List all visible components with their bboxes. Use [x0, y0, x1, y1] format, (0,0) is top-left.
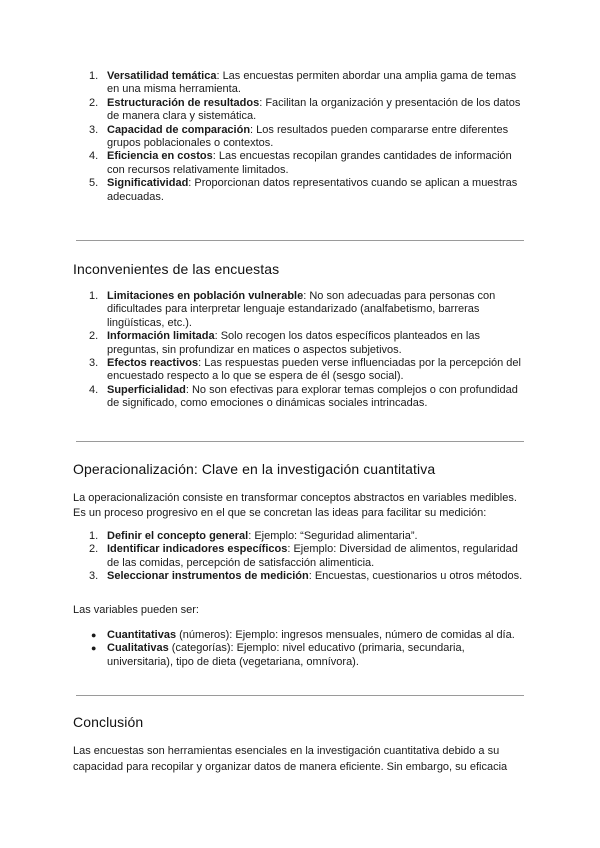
- list-item: [73, 570, 528, 583]
- list-item-term: Estructuración de resultados: [107, 96, 260, 109]
- list-number: 1.: [89, 530, 99, 542]
- list-item-term: Cualitativas: [107, 642, 169, 655]
- heading-operacionalizacion: Operacionalización: Clave en la investigación cuantitativa: [73, 461, 436, 477]
- list-number: 1.: [89, 290, 99, 302]
- list-item: [73, 330, 528, 357]
- list-item-term: Significatividad: [107, 177, 189, 190]
- paragraph-conclusion: Las encuestas son herramientas esenciales en la investigación cuantitativa debido a su capacidad para recopilar y organizar datos de manera eficiente. Sin embargo, su eficacia: [73, 745, 508, 773]
- list-item-term: Identificar indicadores específicos: [107, 543, 288, 556]
- list-item-term: Cuantitativas: [107, 629, 177, 641]
- list-item-term: Efectos reactivos: [107, 357, 199, 370]
- list-item-text: : Proporcionan datos representativos cuando se aplican a muestras adecuadas.: [107, 177, 518, 203]
- list-number: 3.: [89, 357, 99, 370]
- list-item: [73, 357, 528, 384]
- divider: [76, 240, 524, 241]
- list-number: 3.: [89, 123, 99, 136]
- list-item: [73, 384, 528, 411]
- list-number: 2.: [89, 330, 99, 343]
- list-item-text: : Facilitan la organización y presentación de los datos de manera clara y sistemática.: [107, 96, 521, 123]
- list-item-text: (números): Ejemplo: ingresos mensuales, número de comidas al día.: [176, 629, 515, 641]
- list-number: 3.: [89, 570, 99, 583]
- list-item: [73, 97, 528, 124]
- list-item-text: : Ejemplo: Diversidad de alimentos, regularidad de las comidas, percepción de satisfacción alimenticia.: [107, 543, 518, 569]
- list-number: 1.: [89, 70, 99, 82]
- list-item-text: : Las encuestas recopilan grandes cantidades de información con recursos relativamente limitados.: [107, 150, 512, 176]
- list-number: 4.: [89, 383, 99, 396]
- list-item-text: : Solo recogen los datos específicos planteados en las preguntas, sin profundizar en matices o aspectos subjetivos.: [107, 330, 480, 356]
- disadvantages-list: [73, 290, 528, 411]
- divider: [76, 441, 524, 442]
- list-item: [73, 629, 528, 642]
- list-item-term: Versatilidad temática: [107, 70, 217, 82]
- heading-inconvenientes: Inconvenientes de las encuestas: [73, 261, 280, 277]
- list-item: [73, 70, 528, 97]
- list-item: [73, 177, 528, 204]
- divider: [76, 695, 524, 696]
- list-item-text: : Las encuestas permiten abordar una amplia gama de temas en una misma herramienta.: [107, 70, 517, 96]
- list-number: 2.: [89, 543, 99, 556]
- list-item-text: : No son adecuadas para personas con dificultades para interpretar lenguaje estandarizado (analfabetismo, barreras lingüísticas, etc.).: [107, 290, 496, 329]
- list-item-term: Eficiencia en costos: [107, 150, 213, 163]
- bullet-marker: ●: [91, 630, 97, 640]
- heading-conclusion: Conclusión: [73, 714, 144, 730]
- list-item-term: Información limitada: [107, 330, 215, 343]
- list-item-text: : No son efectivas para explorar temas complejos o con profundidad de significado, como emociones o dinámicas sociales intrincadas.: [107, 383, 518, 410]
- list-item: [73, 543, 528, 570]
- list-number: 2.: [89, 96, 99, 109]
- variable-types-list: [73, 629, 528, 669]
- list-item-text: (categorías): Ejemplo: nivel educativo (primaria, secundaria, universitaria), tipo de dieta (vegetariana, omnívora).: [107, 642, 465, 668]
- paragraph-variables: Las variables pueden ser:: [73, 604, 199, 616]
- list-item: [73, 642, 528, 669]
- list-item-term: Definir el concepto general: [107, 530, 249, 542]
- paragraph-operacionalizacion: La operacionalización consiste en transformar conceptos abstractos en variables medibles. Es un proceso progresivo en el que se concretan las ideas para facilitar su medición:: [73, 492, 517, 519]
- operationalization-steps-list: [73, 530, 528, 584]
- list-item-text: : Las respuestas pueden verse influenciadas por la percepción del encuestado respecto a lo que se espera de él (sesgo social).: [107, 357, 521, 383]
- bullet-marker: ●: [91, 643, 97, 654]
- list-item: [73, 530, 528, 543]
- list-item: [73, 124, 528, 151]
- list-item-text: : Los resultados pueden compararse entre diferentes grupos poblacionales o contextos.: [107, 123, 509, 150]
- list-item-term: Seleccionar instrumentos de medición: [107, 570, 309, 583]
- list-item-term: Capacidad de comparación: [107, 123, 251, 136]
- list-item-text: : Encuestas, cuestionarios u otros métodos.: [308, 570, 523, 583]
- list-number: 5.: [89, 177, 99, 190]
- list-item-text: : Ejemplo: “Seguridad alimentaria”.: [248, 530, 418, 542]
- list-item: [73, 150, 528, 177]
- advantages-list: [73, 70, 528, 204]
- list-number: 4.: [89, 150, 99, 163]
- list-item-term: Superficialidad: [107, 383, 186, 396]
- list-item-term: Limitaciones en población vulnerable: [107, 290, 304, 302]
- list-item: [73, 290, 528, 330]
